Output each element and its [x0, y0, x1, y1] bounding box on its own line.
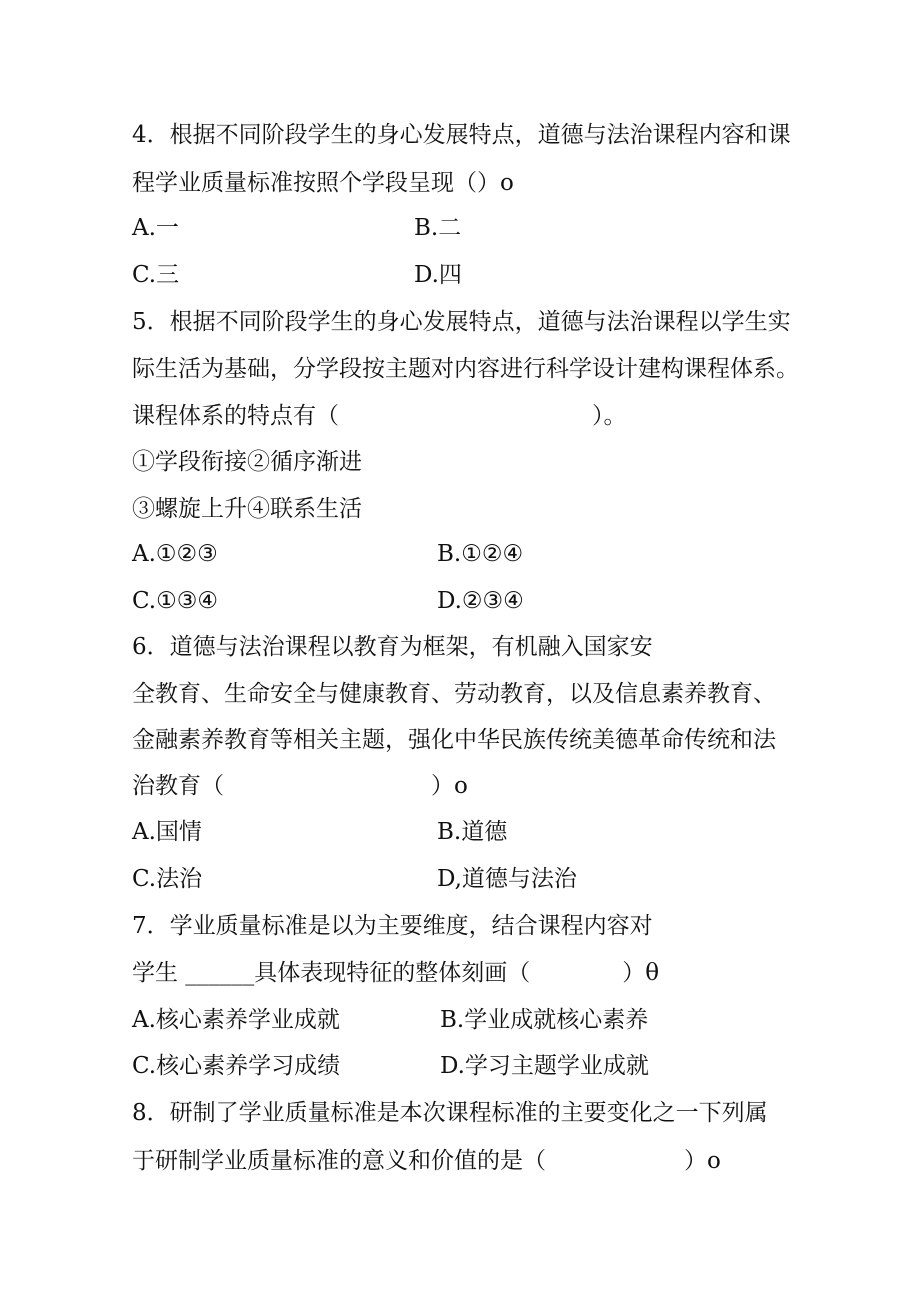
q5-line-2: 际生活为基础，分学段按主题对内容进行科学设计建构课程体系。: [132, 356, 799, 382]
q5-line-1: 5．根据不同阶段学生的身心发展特点，道德与法治课程以学生实: [132, 309, 791, 335]
q6-option-c: C.法治: [132, 866, 203, 892]
q6-line-3: 金融素养教育等相关主题，强化中华民族传统美德革命传统和法: [132, 727, 776, 753]
q5-statement-2: ③螺旋上升④联系生活: [132, 496, 362, 522]
q6-line-4: 治教育（ ）o: [132, 773, 468, 799]
q6-line-2: 全教育、生命安全与健康教育、劳动教育，以及信息素养教育、: [132, 681, 776, 707]
q7-line-2: 学生 ______具体表现特征的整体刻画（ ）θ: [132, 960, 660, 986]
q8-line-2: 于研制学业质量标准的意义和价值的是（ ）o: [132, 1148, 721, 1174]
q4-option-a: A.一: [132, 215, 179, 241]
q7-option-b: B.学业成就核心素养: [440, 1007, 649, 1033]
q5-line-3: 课程体系的特点有（ ）。: [132, 403, 627, 429]
q6-option-b: B.道德: [437, 819, 508, 845]
q4-line-1: 4．根据不同阶段学生的身心发展特点，道德与法治课程内容和课: [132, 122, 791, 148]
q4-option-c: C.三: [132, 262, 180, 288]
q7-option-a: A.核心素养学业成就: [132, 1007, 340, 1033]
q6-option-d: D,道德与法治: [437, 866, 577, 892]
q5-statement-1: ①学段衔接②循序渐进: [132, 449, 362, 475]
q5-option-b: B.①②④: [437, 541, 524, 567]
q4-option-b: B.二: [414, 215, 462, 241]
q5-option-c: C.①③④: [132, 588, 218, 614]
q6-option-a: A.国情: [132, 819, 202, 845]
q7-option-d: D.学习主题学业成就: [440, 1053, 649, 1079]
q5-option-d: D.②③④: [437, 588, 524, 614]
q7-line-1: 7．学业质量标准是以为主要维度，结合课程内容对: [132, 913, 653, 939]
q5-option-a: A.①②③: [132, 541, 218, 567]
q4-option-d: D.四: [414, 262, 462, 288]
q7-option-c: C.核心素养学习成绩: [132, 1053, 341, 1079]
q4-line-2: 程学业质量标准按照个学段呈现（）o: [132, 170, 514, 196]
q8-line-1: 8．研制了学业质量标准是本次课程标准的主要变化之一下列属: [132, 1100, 768, 1126]
q6-line-1: 6．道德与法治课程以教育为框架，有机融入国家安: [132, 634, 653, 660]
